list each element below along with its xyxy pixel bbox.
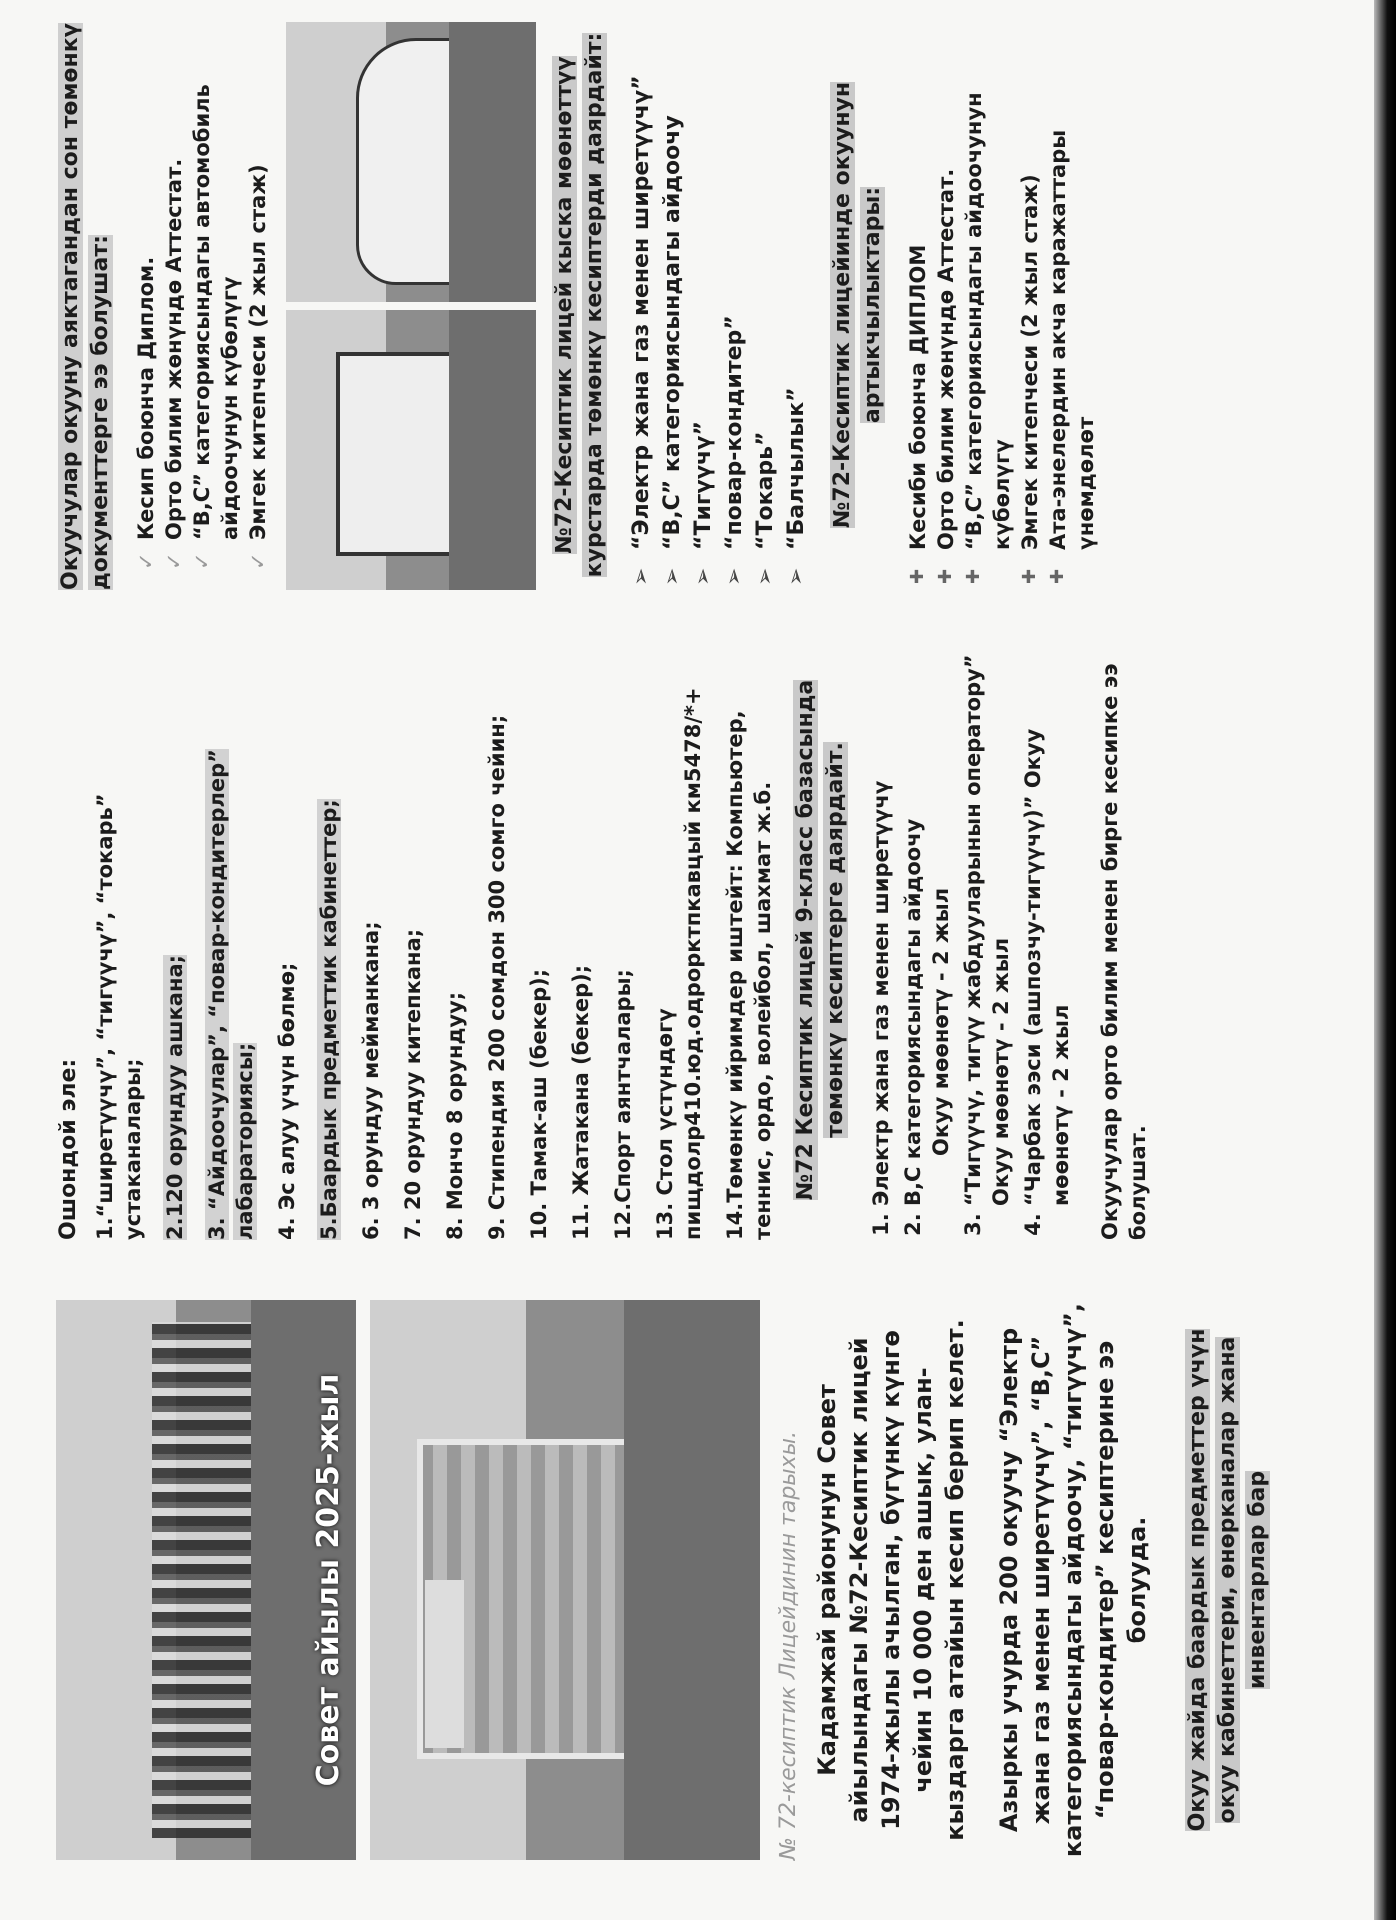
documents-list (132, 20, 272, 590)
photo-ground (449, 310, 537, 590)
facility-item-text: 2.120 орундуу ашкана; (163, 954, 187, 1240)
document-item: ✓ Кесип боюнча Диплом. (132, 20, 160, 540)
short-courses-title (550, 20, 610, 590)
photo-ground (624, 1300, 761, 1860)
profession-item: 4. “Чарбак ээси (ашпозчу-тигүүчү)” Окуу мөөнөтү - 2 жыл (1019, 640, 1075, 1206)
car-photo (286, 22, 536, 302)
facility-item-text: 3. “Айдоочулар”, “повар-кондитерлер” лабараториясы; (205, 749, 257, 1240)
panel-facilities (0, 620, 1370, 1260)
history-title: № 72-кесиптик Лицейдинин тарыхы. (776, 1430, 801, 1860)
facility-item (203, 640, 259, 1240)
facility-item: 9. Стипендия 200 сомдон 300 сомго чейин; (485, 714, 509, 1240)
facility-item: 4. Эс алуу үчүн бөлмө; (275, 962, 299, 1240)
documents-intro-text: Окуучулар окууну аяктагандан сон төмөнкү документтерге ээ болушат: (58, 22, 113, 590)
truck-photo (286, 310, 536, 590)
profession-item (899, 640, 955, 1206)
photo-ground (449, 22, 537, 302)
professions-list (867, 640, 1075, 1240)
documents-intro (56, 20, 116, 590)
vehicles-photos (286, 20, 536, 590)
advantage-item: ✚ Кесиби боюнча ДИПЛОМ (904, 20, 932, 550)
facility-item: 12.Спорт аянтчалары; (611, 969, 635, 1240)
facility-item: 13. Стол үстүндөгү пищдолр410.юд.одрорктпкавцый км5478/*+ (653, 687, 705, 1240)
facility-item: 6. 3 орундуу мейманкана; (359, 921, 383, 1240)
photo-gate-sign (425, 1580, 464, 1748)
facilities-outro: Окуучулар орто билим менен бирге кесипке ээ болушат. (1098, 663, 1150, 1240)
facilities-list (91, 640, 777, 1240)
facility-item: 7. 20 орундуу китепкана; (401, 928, 425, 1240)
current-text: Азыркы учурда 200 окуучу “Электр жана газ менен ширетүүчү”, “В,С” категориясындагы айдоочу, “тигүүчү”, “повар-кондитер” кесиптерине ээ болууда. (995, 1302, 1151, 1858)
advantages-title (828, 20, 888, 590)
facilities-intro: Ошондой эле: (56, 1058, 81, 1240)
profession-item: 1. Электр жана газ менен ширетүүчү (867, 640, 895, 1206)
nine-grade-title-text: №72 Кесиптик лицей 9-класс базасында төмөнкү кесиптерге даярдайт. (793, 679, 848, 1201)
lyceum-gate-photo (370, 1300, 760, 1860)
document-item: ✓ Орто билим жөнүндө Аттестат. (160, 20, 188, 540)
facility-item (315, 640, 343, 1240)
short-course-item: ➢ “Тигүүчү” (688, 20, 719, 550)
facility-item: 14.Төмөнкү ийримдер иштейт: Компьютер, теннис, ордо, волейбол, шахмат ж.б. (723, 710, 775, 1240)
scan-edge (1374, 0, 1396, 1920)
profession-item-text: В,С категориясындагы айдоочу (901, 818, 925, 1206)
short-courses-list (626, 20, 812, 590)
advantages-title-text: №72-Кесиптик лицейинде окуунун артыкчылыктары: (830, 81, 885, 529)
facility-item: 11. Жатакана (бекер); (569, 964, 593, 1240)
facilities-highlight-text: Окуу жайда баардык предметтер үчүн окуу кабинеттери, өнөрканалар жана инвентарлар бар (1185, 1328, 1270, 1832)
history-text: Кадамжай районунун Совет айылындагы №72-Кесиптик лицей 1974-жылы ачылган, бүгүнкү күнгө чейин 10 000 ден ашык, улан- кыздарга атайын кесип берип келет. (813, 1319, 969, 1841)
car-body (356, 38, 462, 285)
facility-item: 8. Мончо 8 орундуу; (443, 991, 467, 1240)
panel-documents (0, 0, 1370, 610)
village-photo-caption: Совет айылы 2025-жыл (311, 1373, 346, 1787)
short-course-item: ➢ “Токарь” (750, 20, 781, 550)
facility-item: 10. Тамак-аш (бекер); (527, 968, 551, 1240)
advantage-item: ✚ Эмгек китепчеси (2 жыл стаж) (1016, 20, 1044, 550)
nine-grade-title (791, 640, 851, 1240)
short-course-item: ➢ “В,С” категориясындагы айдоочу (657, 20, 688, 550)
facilities-highlight (1183, 1300, 1273, 1860)
facility-item (161, 640, 189, 1240)
facility-item-text: 5.Баардык предметтик кабинеттер; (317, 799, 341, 1240)
short-course-item: ➢ “Балчылык” (781, 20, 812, 550)
short-courses-title-text: №72-Кесиптик лицей кыска мөөнөттүү курстарда төмөнкү кесиптерди даярдайт: (552, 32, 607, 578)
facility-item: 1.“ширетүүчү”, “тигүүчү”, “токарь” устаканалары; (93, 793, 145, 1240)
advantages-list (904, 20, 1100, 590)
profession-term: Окуу мөөнөтү - 2 жыл (929, 887, 953, 1156)
document-item: ✓ Эмгек китепчеси (2 жыл стаж) (244, 20, 272, 540)
short-course-item: ➢ “Электр жана газ менен ширетүүчү” (626, 20, 657, 550)
village-photo (56, 1300, 356, 1860)
advantage-item: ✚ Орто билим жөнүндө Аттестат. (932, 20, 960, 550)
panel-history (0, 1280, 1370, 1920)
profession-item: 3. “Тигүүчү, тигүү жабдууларынын оператору” Окуу мөөнөтү - 2 жыл (959, 640, 1015, 1206)
advantage-item: ✚ Ата-энелердин акча каражаттары үнөмдөлөт (1044, 20, 1100, 550)
advantage-item: ✚ “В,С” категориясындагы айдоочунун күбөлүгү (960, 20, 1016, 550)
document-item: ✓ “В,С” категориясындагы автомобиль айдоочунун күбөлүгү (188, 20, 244, 540)
short-course-item: ➢ “повар-кондитер” (719, 20, 750, 550)
